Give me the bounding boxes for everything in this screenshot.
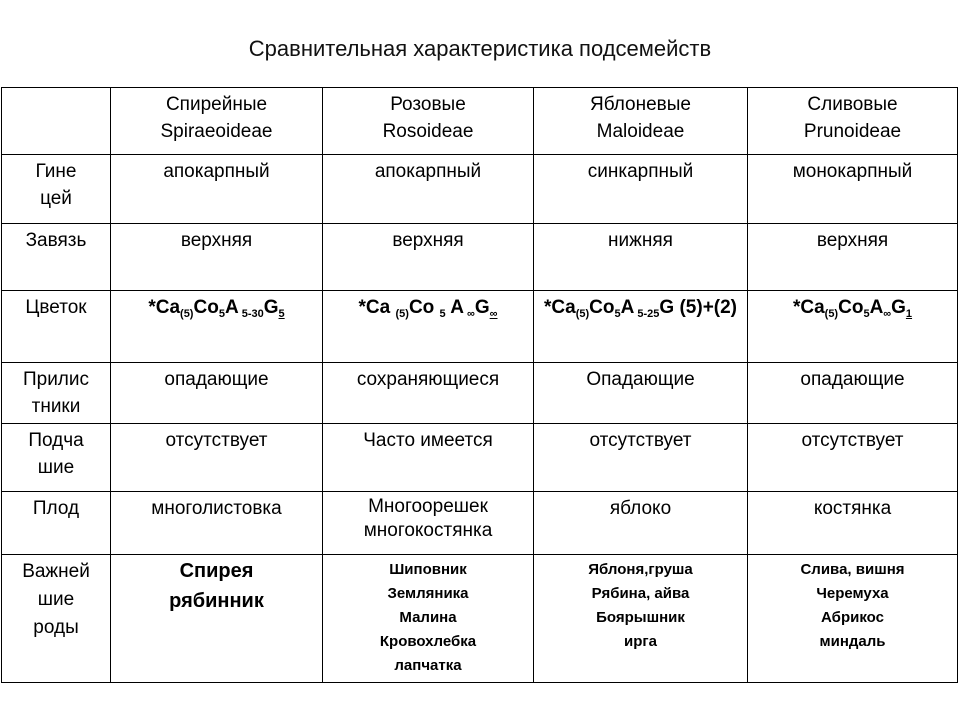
genus-name: Слива, вишня xyxy=(800,561,905,578)
table-row-genera xyxy=(2,555,958,683)
genus-name: Боярышник xyxy=(596,609,685,626)
genus-name: Малина xyxy=(399,609,457,626)
table-header-row xyxy=(2,88,958,155)
column-header xyxy=(748,88,958,155)
table-cell: синкарпный xyxy=(534,155,748,224)
table-cell: апокарпный xyxy=(111,155,323,224)
row-header: Плод xyxy=(2,492,111,555)
genus-name: Абрикос xyxy=(821,609,884,626)
flower-formula-cell xyxy=(323,291,534,363)
genus-name: Спирея xyxy=(179,560,254,582)
row-header-line: роды xyxy=(33,617,79,638)
genera-cell xyxy=(323,555,534,683)
flower-formula-cell xyxy=(111,291,323,363)
flower-formula: $*Ca_{(5)}Co_5A$ $_{5-25}$G xyxy=(543,297,675,320)
table-cell: отсутствует xyxy=(111,424,323,492)
table-cell: опадающие xyxy=(748,363,958,424)
table-cell: верхняя xyxy=(748,224,958,291)
genus-name: Шиповник xyxy=(389,561,467,578)
table-row-ovary xyxy=(2,224,958,291)
genus-name: Земляника xyxy=(387,585,469,602)
table-cell: многолистовка xyxy=(111,492,323,555)
table-row-fruit xyxy=(2,492,958,555)
flower-formula-cell xyxy=(534,291,748,363)
genus-name: лапчатка xyxy=(394,657,462,674)
row-header xyxy=(2,424,111,492)
column-header-lat: Prunoideae xyxy=(803,121,902,142)
genera-cell xyxy=(534,555,748,683)
table-cell xyxy=(323,492,534,555)
row-header-line: тники xyxy=(31,396,81,417)
genera-cell xyxy=(111,555,323,683)
table-cell: яблоко xyxy=(534,492,748,555)
genus-name: миндаль xyxy=(819,633,886,650)
corner-cell xyxy=(2,88,111,155)
page-title: Сравнительная характеристика подсемейств xyxy=(248,36,712,61)
genus-name: Рябина, айва xyxy=(591,585,690,602)
column-header-lat: Rosoideae xyxy=(382,121,474,142)
row-header xyxy=(2,555,111,683)
row-header: Завязь xyxy=(2,224,111,291)
column-header xyxy=(111,88,323,155)
table-row-gynoecium xyxy=(2,155,958,224)
cell-line: многокостянка xyxy=(363,520,493,541)
column-header-ru: Яблоневые xyxy=(590,94,691,115)
genus-name: ирга xyxy=(624,633,657,650)
table-row-hypanthium xyxy=(2,424,958,492)
table-cell: Опадающие xyxy=(534,363,748,424)
row-header-line: Подча xyxy=(28,430,84,451)
table-row-flower xyxy=(2,291,958,363)
table-cell: сохраняющиеся xyxy=(323,363,534,424)
row-header-line: цей xyxy=(40,188,72,209)
genus-name: Кровохлебка xyxy=(379,633,477,650)
table-cell: монокарпный xyxy=(748,155,958,224)
row-header-line: Гине xyxy=(35,161,77,182)
table-cell: верхняя xyxy=(111,224,323,291)
row-header-line: Прилис xyxy=(22,369,90,390)
row-header-line: шие xyxy=(37,589,75,610)
table-cell: отсутствует xyxy=(534,424,748,492)
column-header-ru: Розовые xyxy=(390,94,466,115)
table-cell: нижняя xyxy=(534,224,748,291)
column-header xyxy=(323,88,534,155)
column-header-ru: Сливовые xyxy=(807,94,898,115)
column-header-lat: Spiraeoideae xyxy=(160,121,273,142)
table-cell: Часто имеется xyxy=(323,424,534,492)
row-header xyxy=(2,155,111,224)
flower-formula-gynoecium: (5)+(2) xyxy=(679,297,738,318)
row-header: Цветок xyxy=(2,291,111,363)
comparison-table xyxy=(1,87,958,683)
table-cell: опадающие xyxy=(111,363,323,424)
genera-cell xyxy=(748,555,958,683)
column-header-ru: Спирейные xyxy=(165,94,268,115)
table-cell: верхняя xyxy=(323,224,534,291)
cell-line: Многоорешек xyxy=(368,496,488,517)
genus-name: Яблоня,груша xyxy=(588,561,693,578)
flower-formula: $*Ca_{(5)}Co_5A$ $_{5-30}G_5$ xyxy=(148,297,285,320)
table-cell: апокарпный xyxy=(323,155,534,224)
row-header-line: Важней xyxy=(22,561,90,582)
genus-name: Черемуха xyxy=(816,585,889,602)
flower-formula: $*Ca_{(5)}Co_5A_\infty G_1$ xyxy=(792,297,913,320)
table-cell: отсутствует xyxy=(748,424,958,492)
flower-formula: *Ca $_{(5)}$Co $_5$ A $_\infty G_\infty$ xyxy=(358,297,498,320)
row-header xyxy=(2,363,111,424)
row-header-line: шие xyxy=(37,457,75,478)
flower-formula-cell xyxy=(748,291,958,363)
column-header xyxy=(534,88,748,155)
table-cell: костянка xyxy=(748,492,958,555)
table-row-stipules xyxy=(2,363,958,424)
genus-name: рябинник xyxy=(169,590,264,612)
column-header-lat: Maloideae xyxy=(596,121,685,142)
